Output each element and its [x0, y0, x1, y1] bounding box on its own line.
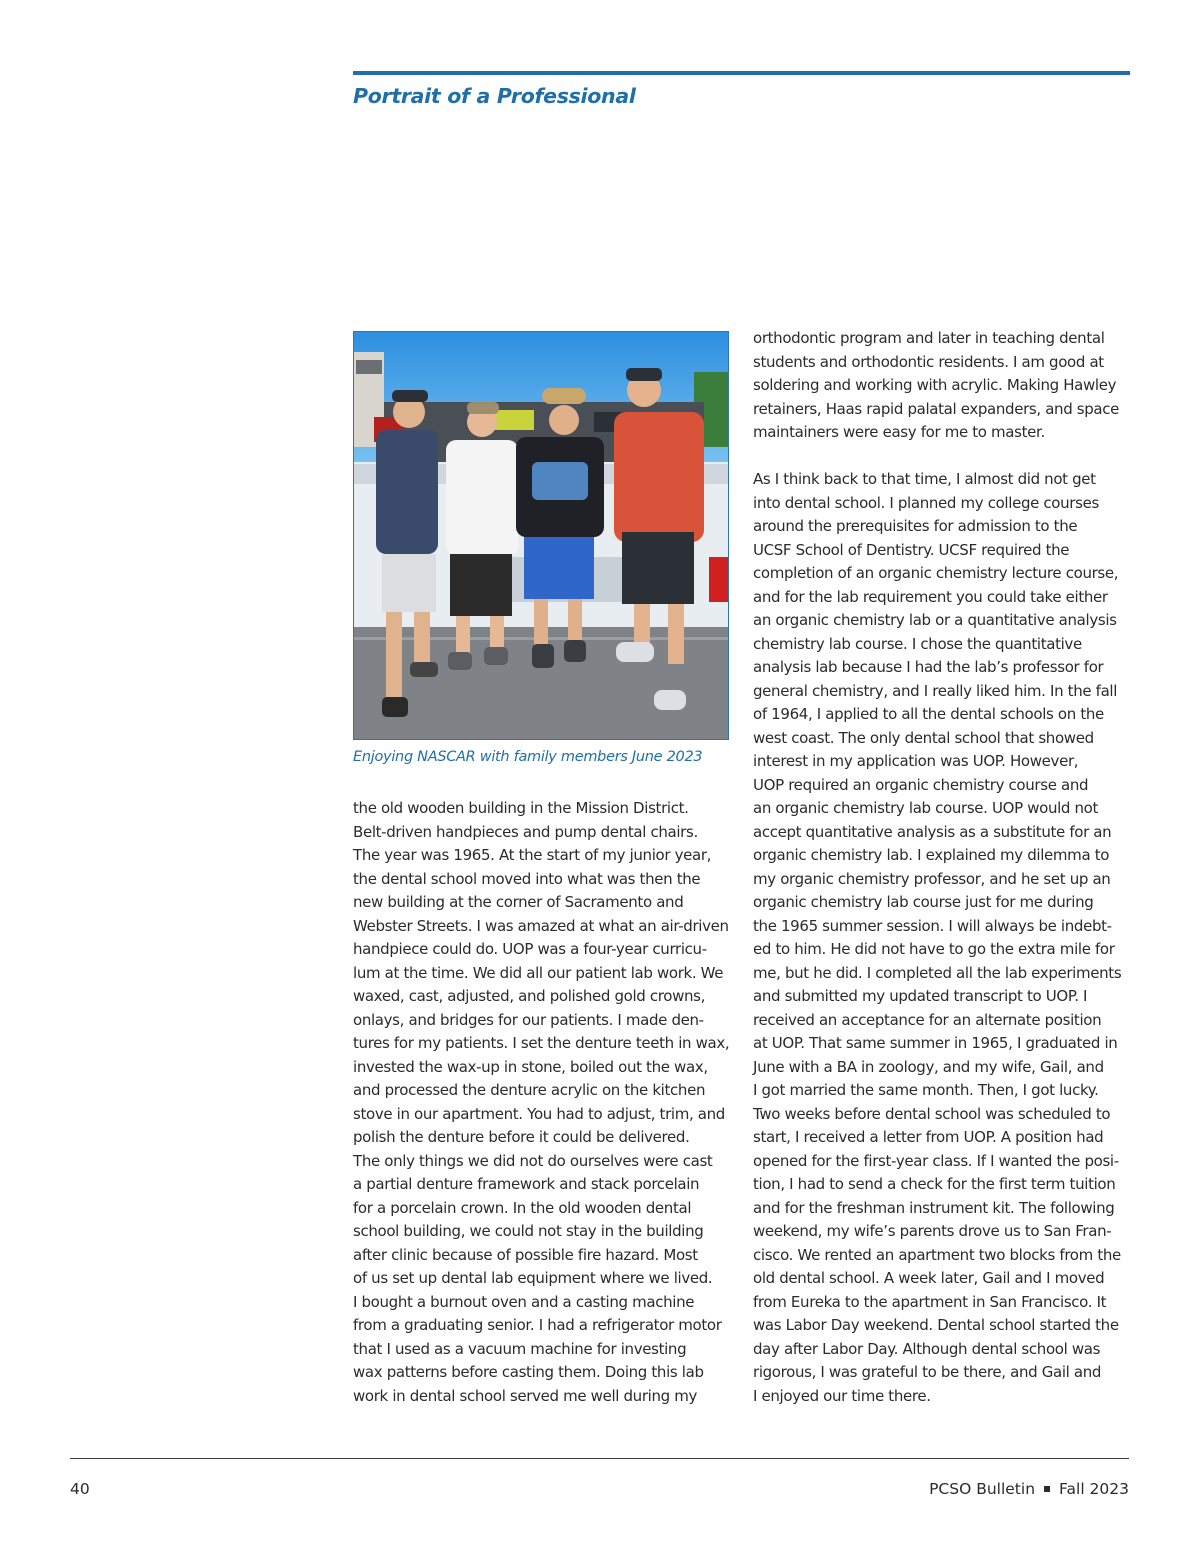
photo-caption: Enjoying NASCAR with family members June 2023 [353, 749, 703, 765]
text-line: I got married the same month. Then, I got lucky. [753, 1081, 1099, 1099]
text-line: and for the freshman instrument kit. The following [753, 1198, 1115, 1217]
text-line: into dental school. I planned my college courses [753, 493, 1099, 512]
text-line: old dental school. A week later, Gail and I moved [753, 1269, 1105, 1287]
text-line: my organic chemistry professor, and he set up an [753, 869, 1111, 888]
text-line: waxed, cast, adjusted, and polished gold crowns, [353, 987, 706, 1005]
text-line: organic chemistry lab. I explained my dilemma to [753, 846, 1110, 864]
text-line: lum at the time. We did all our patient lab work. We [353, 963, 724, 982]
text-line: handpiece could do. UOP was a four-year curricu- [353, 940, 707, 958]
text-line: a partial denture framework and stack porcelain [353, 1175, 700, 1193]
text-line: analysis lab because I had the lab’s professor for [753, 658, 1104, 676]
text-line: of 1964, I applied to all the dental schools on the [753, 705, 1104, 723]
text-line: polish the denture before it could be delivered. [353, 1128, 690, 1146]
text-line: work in dental school served me well during my [353, 1386, 697, 1405]
text-line: chemistry lab course. I chose the quantitative [753, 634, 1082, 653]
publication-name: PCSO Bulletin [929, 1480, 1036, 1498]
text-line: and submitted my updated transcript to UOP. I [753, 987, 1088, 1005]
text-line: from a graduating senior. I had a refrigerator motor [353, 1316, 722, 1334]
text-line: The only things we did not do ourselves were cast [353, 1151, 713, 1170]
left-paragraph [353, 797, 733, 1408]
text-line: general chemistry, and I really liked him. In the fall [753, 681, 1118, 700]
text-line: retainers, Haas rapid palatal expanders, and space [753, 399, 1120, 418]
footer-rule [70, 1458, 1129, 1459]
text-line: rigorous, I was grateful to be there, and Gail and [753, 1363, 1102, 1381]
page-number: 40 [70, 1480, 90, 1498]
footer-publication [929, 1480, 1129, 1498]
text-line: opened for the first-year class. If I wanted the posi- [753, 1151, 1119, 1170]
issue-date: Fall 2023 [1059, 1480, 1129, 1498]
text-line: orthodontic program and later in teaching dental [753, 329, 1105, 347]
text-line: an organic chemistry lab course. UOP would not [753, 799, 1099, 817]
text-line: start, I received a letter from UOP. A position had [753, 1128, 1104, 1146]
text-line: As I think back to that time, I almost did not get [753, 470, 1096, 488]
text-line: UCSF School of Dentistry. UCSF required the [753, 540, 1070, 559]
text-line: tures for my patients. I set the denture teeth in wax, [353, 1034, 730, 1052]
text-line: and processed the denture acrylic on the kitchen [353, 1081, 706, 1099]
square-bullet-icon [1044, 1486, 1050, 1492]
paragraph-gap [753, 445, 1133, 469]
text-line: tion, I had to send a check for the first term tuition [753, 1175, 1116, 1193]
right-paragraph-2 [753, 468, 1133, 1408]
right-column [753, 327, 1133, 1408]
text-line: and for the lab requirement you could take either [753, 587, 1108, 606]
text-line: was Labor Day weekend. Dental school started the [753, 1316, 1119, 1334]
text-line: Webster Streets. I was amazed at what an air-driven [353, 916, 729, 935]
text-line: the 1965 summer session. I will always be indebt- [753, 916, 1112, 935]
left-column [353, 797, 733, 1408]
text-line: new building at the corner of Sacramento and [353, 893, 684, 911]
text-line: I bought a burnout oven and a casting machine [353, 1292, 695, 1311]
text-line: UOP required an organic chemistry course and [753, 775, 1089, 794]
text-line: received an acceptance for an alternate position [753, 1010, 1102, 1029]
text-line: ed to him. He did not have to go the extra mile for [753, 940, 1115, 958]
text-line: an organic chemistry lab or a quantitative analysis [753, 611, 1117, 629]
text-line: for a porcelain crown. In the old wooden dental [353, 1198, 692, 1217]
text-line: soldering and working with acrylic. Making Hawley [753, 376, 1117, 394]
text-line: The year was 1965. At the start of my junior year, [353, 846, 712, 864]
text-line: Belt-driven handpieces and pump dental chairs. [353, 822, 698, 841]
text-line: of us set up dental lab equipment where we lived. [353, 1269, 713, 1287]
text-line: after clinic because of possible fire hazard. Most [353, 1245, 698, 1264]
text-line: completion of an organic chemistry lecture course, [753, 564, 1119, 582]
photo-illustration [354, 332, 728, 739]
text-line: accept quantitative analysis as a substitute for an [753, 822, 1112, 841]
nascar-photo [353, 331, 729, 740]
text-line: school building, we could not stay in the building [353, 1222, 704, 1240]
text-line: the dental school moved into what was then the [353, 869, 701, 888]
text-line: interest in my application was UOP. However, [753, 752, 1079, 770]
text-line: June with a BA in zoology, and my wife, Gail, and [753, 1057, 1104, 1076]
text-line: maintainers were easy for me to master. [753, 423, 1045, 441]
text-line: Two weeks before dental school was scheduled to [753, 1104, 1111, 1123]
text-line: west coast. The only dental school that showed [753, 728, 1094, 747]
text-line: that I used as a vacuum machine for investing [353, 1339, 687, 1358]
text-line: stove in our apartment. You had to adjust, trim, and [353, 1104, 725, 1123]
text-line: the old wooden building in the Mission District. [353, 799, 689, 817]
text-line: wax patterns before casting them. Doing this lab [353, 1363, 704, 1381]
text-line: onlays, and bridges for our patients. I made den- [353, 1010, 704, 1029]
text-line: students and orthodontic residents. I am good at [753, 352, 1104, 371]
text-line: cisco. We rented an apartment two blocks from the [753, 1245, 1121, 1264]
text-line: I enjoyed our time there. [753, 1386, 931, 1405]
text-line: invested the wax-up in stone, boiled out the wax, [353, 1057, 708, 1076]
text-line: day after Labor Day. Although dental school was [753, 1339, 1101, 1358]
section-title: Portrait of a Professional [353, 84, 636, 108]
right-paragraph-1 [753, 327, 1133, 445]
text-line: me, but he did. I completed all the lab experiments [753, 963, 1122, 982]
text-line: from Eureka to the apartment in San Francisco. It [753, 1292, 1107, 1311]
text-line: organic chemistry lab course just for me during [753, 893, 1094, 911]
text-line: at UOP. That same summer in 1965, I graduated in [753, 1034, 1118, 1052]
text-line: weekend, my wife’s parents drove us to San Fran- [753, 1222, 1112, 1240]
top-rule [353, 71, 1130, 75]
text-line: around the prerequisites for admission to the [753, 517, 1078, 535]
